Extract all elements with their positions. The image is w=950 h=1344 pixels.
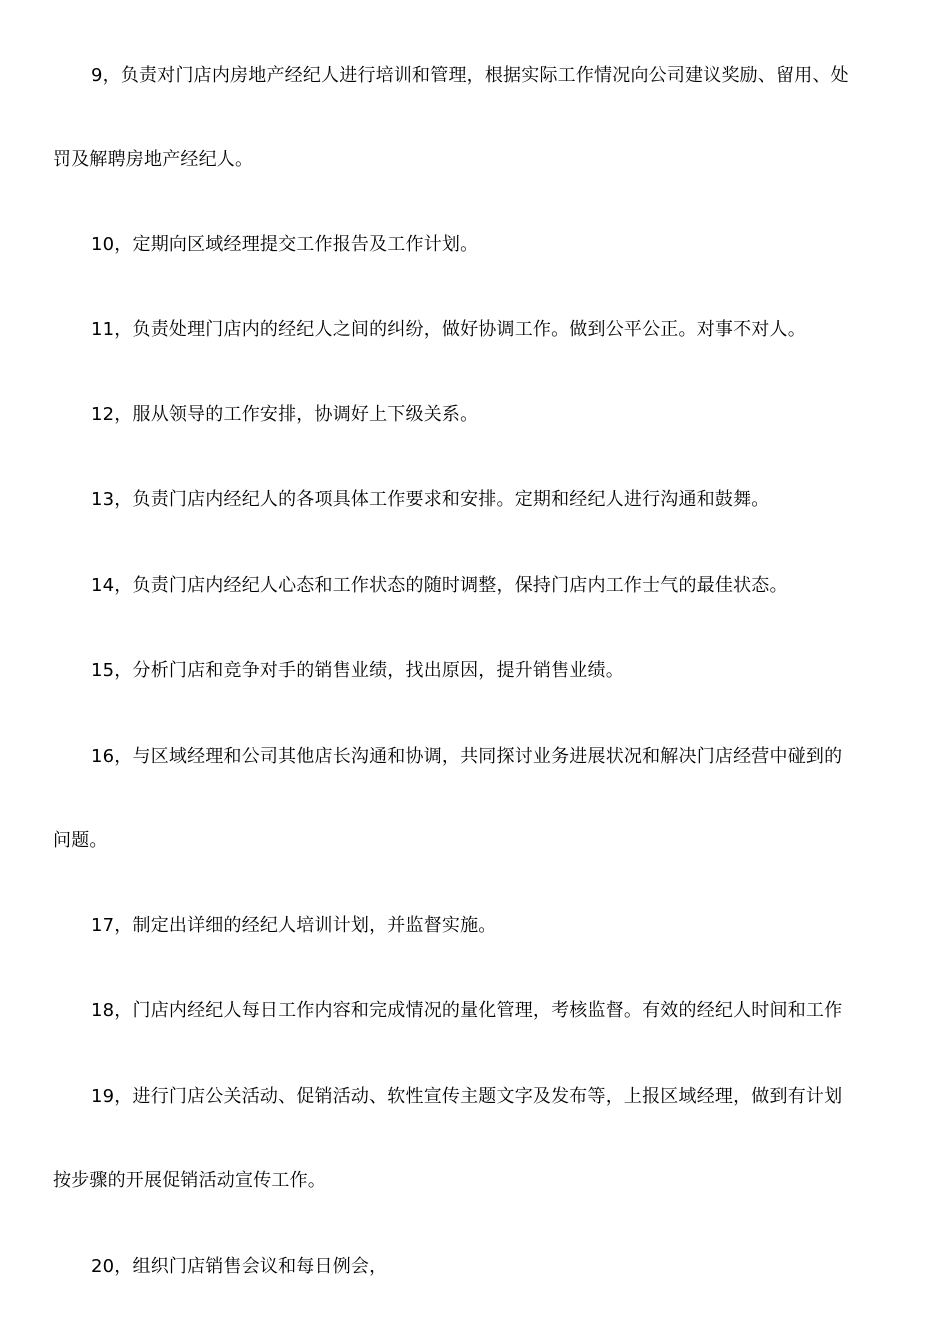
item-9-line-1: 9，负责对门店内房地产经纪人进行培训和管理，根据实际工作情况向公司建议奖励、留用、处 (91, 65, 849, 86)
item-19-line-1: 19，进行门店公关活动、促销活动、软性宣传主题文字及发布等，上报区域经理，做到有计划 (91, 1086, 843, 1107)
item-20: 20，组织门店销售会议和每日例会， (91, 1256, 388, 1277)
item-10: 10，定期向区域经理提交工作报告及工作计划。 (91, 234, 479, 255)
item-16-line-1: 16，与区域经理和公司其他店长沟通和协调，共同探讨业务进展状况和解决门店经营中碰到的 (91, 746, 843, 767)
item-12: 12，服从领导的工作安排，协调好上下级关系。 (91, 404, 479, 425)
item-18: 18，门店内经纪人每日工作内容和完成情况的量化管理，考核监督。有效的经纪人时间和工作 (91, 1000, 843, 1021)
item-9-line-2: 罚及解聘房地产经纪人。 (53, 149, 254, 170)
item-15: 15，分析门店和竞争对手的销售业绩，找出原因，提升销售业绩。 (91, 660, 624, 681)
item-13: 13，负责门店内经纪人的各项具体工作要求和安排。定期和经纪人进行沟通和鼓舞。 (91, 489, 770, 510)
item-11: 11，负责处理门店内的经纪人之间的纠纷，做好协调工作。做到公平公正。对事不对人。 (91, 319, 806, 340)
item-16-line-2: 问题。 (53, 830, 108, 851)
item-19-line-2: 按步骤的开展促销活动宣传工作。 (53, 1170, 326, 1191)
item-17: 17，制定出详细的经纪人培训计划，并监督实施。 (91, 915, 497, 936)
item-14: 14，负责门店内经纪人心态和工作状态的随时调整，保持门店内工作士气的最佳状态。 (91, 575, 788, 596)
